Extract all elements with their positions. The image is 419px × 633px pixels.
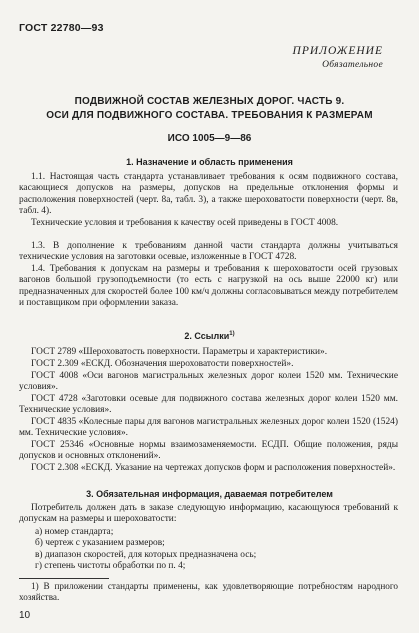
reference-item: ГОСТ 4835 «Колесные пары для вагонов магистральных железных дорог колеи 1520 (1524) мм. Технические условия». [19, 417, 398, 439]
reference-item: ГОСТ 2.309 «ЕСКД. Обозначения шероховатости поверхностей». [31, 359, 294, 369]
list-item: г) степень чистоты обработки по п. 4; [35, 561, 186, 572]
reference-item: ГОСТ 4728 «Заготовки осевые для подвижного состава железных дорог колеи 1520 мм. Технические условия». [19, 394, 398, 416]
footnote: 1) В приложении стандарты применены, как удовлетворяющие потребностям народного хозяйства. [19, 580, 398, 602]
standard-number: ГОСТ 22780—93 [19, 22, 104, 34]
document-title-line2: ОСИ ДЛЯ ПОДВИЖНОГО СОСТАВА. ТРЕБОВАНИЯ К РАЗМЕРАМ [46, 110, 373, 121]
appendix-label [293, 44, 383, 72]
paragraph-1-2: Технические условия и требования к качеству осей приведены в ГОСТ 4008. [31, 218, 339, 228]
paragraph-1-3: 1.3. В дополнение к требованиям данной части стандарта должны учитываться технические условия на заготовки осевые, изложенные в ГОСТ 4728. [19, 241, 398, 263]
footnote-divider [19, 578, 109, 579]
document-title-line1: ПОДВИЖНОЙ СОСТАВ ЖЕЛЕЗНЫХ ДОРОГ. ЧАСТЬ 9. [74, 96, 345, 107]
reference-item: ГОСТ 25346 «Основные нормы взаимозаменяемости. ЕСДП. Общие положения, ряды допусков и основных отклонений». [19, 440, 398, 462]
section-3-heading: 3. Обязательная информация, даваемая потребителем [86, 489, 333, 499]
list-item: б) чертеж с указанием размеров; [35, 538, 165, 549]
page-number: 10 [19, 610, 31, 621]
appendix-title: ПРИЛОЖЕНИЕ [292, 45, 383, 57]
section-1-heading: 1. Назначение и область применения [126, 157, 293, 167]
section-2-heading [0, 331, 419, 341]
reference-item: ГОСТ 4008 «Оси вагонов магистральных железных дорог колеи 1520 мм. Технические условия». [19, 371, 398, 393]
paragraph-1-1: 1.1. Настоящая часть стандарта устанавливает требования к осям подвижного состава, касающиеся допусков на размеры, допусков на предельные отклонения формы и расположения поверхностей (черт. 8а, табл. 3), а также шероховатости поверхности (черт. 8в, табл. 4). [19, 172, 398, 217]
list-item: в) диапазон скоростей, для которых предназначена ось; [35, 549, 257, 560]
reference-item: ГОСТ 2.308 «ЕСКД. Указание на чертежах допусков форм и расположения поверхностей». [31, 463, 396, 473]
iso-reference: ИСО 1005—9—86 [167, 133, 252, 144]
section-2-heading-text: 2. Ссылки [184, 331, 230, 341]
appendix-status: Обязательное [322, 60, 383, 70]
reference-item: ГОСТ 2789 «Шероховатость поверхности. Параметры и характеристики». [31, 347, 328, 357]
list-item: а) номер стандарта; [35, 527, 114, 537]
footnote-marker: 1) [229, 331, 235, 337]
paragraph-1-4: 1.4. Требования к допускам на размеры и требования к шероховатости осей грузовых вагонов большой грузоподъемности (то есть с нагрузкой на ось выше 22000 кг) или предназначенных для скоростей более 100 км/ч должны согласовываться между потребителем и поставщиком при оформлении заказа. [19, 264, 398, 309]
section-3-intro: Потребитель должен дать в заказе следующую информацию, касающуюся требований к допускам на размеры и шероховатости: [19, 503, 398, 525]
